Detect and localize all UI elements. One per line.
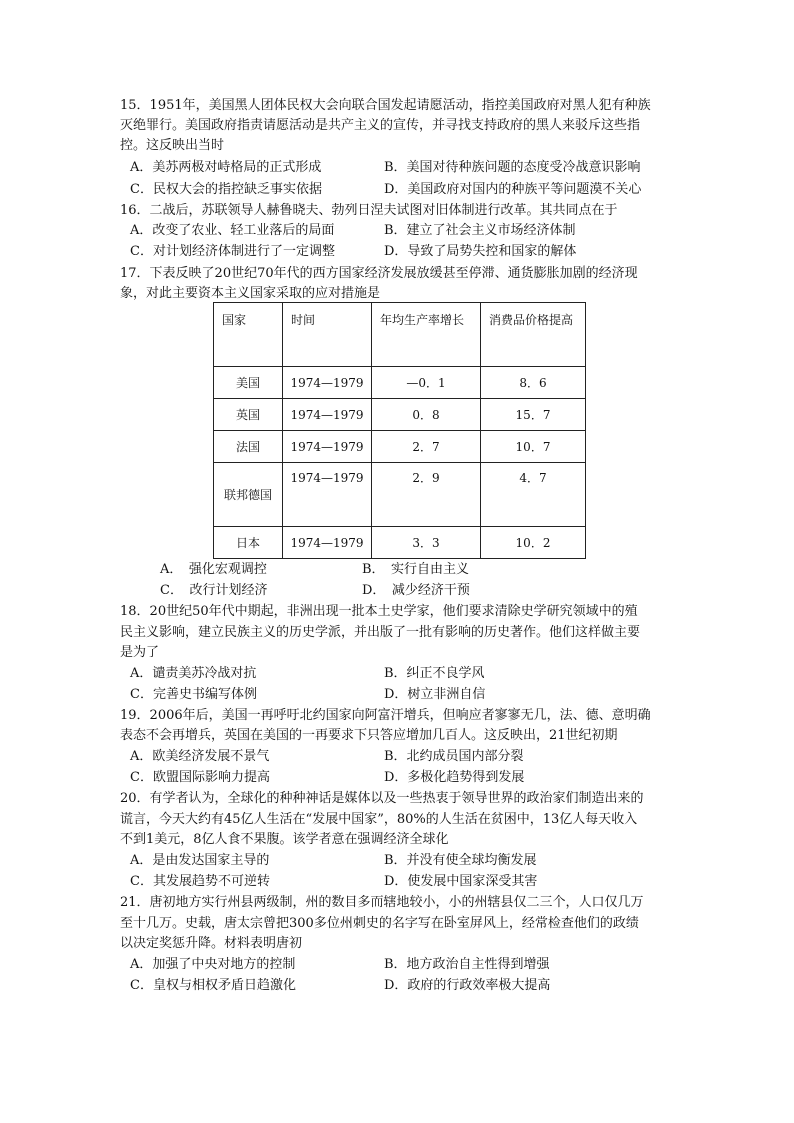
question-18-option-c: C．完善史书编写体例	[130, 687, 257, 702]
table-row	[214, 527, 586, 559]
question-16-stem-line-1: 16．二战后，苏联领导人赫鲁晓夫、勃列日涅夫试图对旧体制进行改革。其共同点在于	[120, 203, 618, 218]
table-cell: 1974—1979	[283, 399, 372, 431]
question-19-option-a: A．欧美经济发展不景气	[130, 749, 270, 764]
table-row	[214, 431, 586, 463]
question-16-option-c: C．对计划经济体制进行了一定调整	[130, 244, 335, 259]
table-row	[214, 399, 586, 431]
question-17-option-c: C． 改行计划经济	[160, 583, 268, 598]
question-15-option-a: A．美苏两极对峙格局的正式形成	[130, 160, 322, 175]
table-cell: 1974—1979	[283, 431, 372, 463]
question-18-stem-line-1: 18．20世纪50年代中期起，非洲出现一批本土史学家，他们要求清除史学研究领域中的殖	[120, 604, 638, 619]
question-16-option-d: D．导致了局势失控和国家的解体	[384, 244, 577, 259]
question-15-option-b: B．美国对待种族问题的态度受冷战意识影响	[384, 160, 641, 175]
question-15-option-c: C．民权大会的指控缺乏事实依据	[130, 182, 322, 197]
table-cell: 15．7	[481, 399, 586, 431]
economic-data-table	[213, 302, 586, 559]
table-cell: 8．6	[481, 367, 586, 399]
question-20-option-b: B．并没有使全球均衡发展	[384, 853, 537, 868]
question-21-stem-line-2: 至十几万。史载，唐太宗曾把300多位州刺史的名字写在卧室屏风上，经常检查他们的政绩	[120, 916, 639, 931]
question-21-option-a: A．加强了中央对地方的控制	[130, 957, 296, 972]
question-20-stem-line-3: 不到1美元，8亿人食不果腹。该学者意在强调经济全球化	[120, 832, 449, 847]
question-15-stem-line-3: 控。这反映出当时	[120, 138, 225, 153]
table-header-row	[214, 303, 586, 367]
question-17-option-a: A． 强化宏观调控	[160, 562, 267, 577]
table-cell: 0．8	[372, 399, 481, 431]
table-header-cell: 年均生产率增长	[372, 303, 481, 367]
question-19-option-b: B．北约成员国内部分裂	[384, 749, 524, 764]
table-header-cell: 消费品价格提高	[481, 303, 586, 367]
table-row	[214, 367, 586, 399]
table-cell: 联邦德国	[214, 463, 283, 527]
question-20-stem-line-1: 20．有学者认为，全球化的种种神话是媒体以及一些热衷于领导世界的政治家们制造出来的	[120, 791, 644, 806]
table-cell: 美国	[214, 367, 283, 399]
table-cell: 日本	[214, 527, 283, 559]
table-cell: 2．9	[372, 463, 481, 527]
table-cell: 1974—1979	[283, 463, 372, 527]
table-cell: 1974—1979	[283, 367, 372, 399]
table-cell: 3．3	[372, 527, 481, 559]
question-18-stem-line-2: 民主义影响，建立民族主义的历史学派，并出版了一批有影响的历史著作。他们这样做主要	[120, 625, 641, 640]
table-cell: 10．7	[481, 431, 586, 463]
question-16-option-b: B．建立了社会主义市场经济体制	[384, 223, 576, 238]
question-19-stem-line-2: 表态不会再增兵，英国在美国的一再要求下只答应增加几百人。这反映出，21世纪初期	[120, 728, 618, 743]
question-16-option-a: A．改变了农业、轻工业落后的局面	[130, 223, 335, 238]
question-18-option-a: A．谴责美苏冷战对抗	[130, 666, 257, 681]
question-21-option-c: C．皇权与相权矛盾日趋激化	[130, 978, 296, 993]
question-20-option-d: D．使发展中国家深受其害	[384, 874, 538, 889]
question-15-stem-line-2: 灭绝罪行。美国政府指责请愿活动是共产主义的宣传，并寻找支持政府的黑人来驳斥这些指	[120, 118, 641, 133]
question-21-stem-line-1: 21．唐初地方实行州县两级制，州的数目多而辖地较小，小的州辖县仅二三个，人口仅几万	[120, 895, 644, 910]
question-19-stem-line-1: 19．2006年后，美国一再呼吁北约国家向阿富汗增兵，但响应者寥寥无几，法、德、意明确	[120, 708, 651, 723]
question-19-option-c: C．欧盟国际影响力提高	[130, 770, 270, 785]
question-21-option-b: B．地方政治自主性得到增强	[384, 957, 550, 972]
table-header-cell: 时间	[283, 303, 372, 367]
question-17-stem-line-2: 象，对此主要资本主义国家采取的应对措施是	[120, 286, 381, 301]
question-17-option-d: D． 减少经济干预	[362, 583, 470, 598]
question-21-option-d: D．政府的行政效率极大提高	[384, 978, 551, 993]
question-15-option-d: D．美国政府对国内的种族平等问题漠不关心	[384, 182, 642, 197]
question-20-option-c: C．其发展趋势不可逆转	[130, 874, 270, 889]
question-21-stem-line-3: 以决定奖惩升降。材料表明唐初	[120, 936, 303, 951]
table-cell: 1974—1979	[283, 527, 372, 559]
question-17-option-b: B． 实行自由主义	[362, 562, 470, 577]
table-cell: 英国	[214, 399, 283, 431]
table-cell: 2．7	[372, 431, 481, 463]
question-18-option-b: B．纠正不良学风	[384, 666, 485, 681]
question-18-option-d: D．树立非洲自信	[384, 687, 486, 702]
table-header-cell: 国家	[214, 303, 283, 367]
question-19-option-d: D．多极化趋势得到发展	[384, 770, 525, 785]
table-row	[214, 463, 586, 527]
table-cell: —0．1	[372, 367, 481, 399]
table-cell: 法国	[214, 431, 283, 463]
question-15-stem-line-1: 15．1951年，美国黑人团体民权大会向联合国发起请愿活动，指控美国政府对黑人犯有种族	[120, 98, 651, 113]
question-20-stem-line-2: 谎言，今天大约有45亿人生活在“发展中国家”，80%的人生活在贫困中，13亿人每天收入	[120, 812, 638, 827]
question-18-stem-line-3: 是为了	[120, 645, 160, 660]
table-cell: 10．2	[481, 527, 586, 559]
question-20-option-a: A．是由发达国家主导的	[130, 853, 270, 868]
question-17-stem-line-1: 17．下表反映了20世纪70年代的西方国家经济发展放缓甚至停滞、通货膨胀加剧的经济现	[120, 266, 638, 281]
table-cell: 4．7	[481, 463, 586, 527]
